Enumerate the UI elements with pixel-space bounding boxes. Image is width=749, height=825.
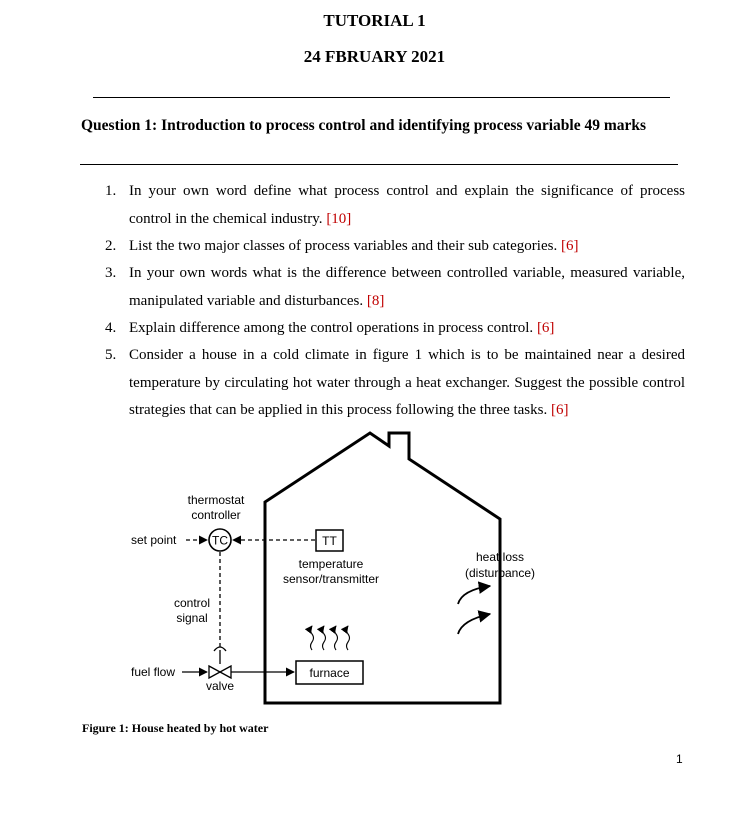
question-heading: Question 1: Introduction to process control and identifying process variable 49 marks xyxy=(81,117,647,134)
control-label: control xyxy=(173,596,211,610)
item-number: 4. xyxy=(105,320,117,336)
signal-label: signal xyxy=(176,611,208,625)
heat-arrows-icon xyxy=(311,626,350,650)
thermostat-label: thermostat xyxy=(187,493,245,507)
item-number: 1. xyxy=(105,183,117,199)
item-text: Explain difference among the control operations in process control. xyxy=(129,320,534,336)
controller-label: controller xyxy=(191,508,241,522)
valve-label: valve xyxy=(205,679,235,693)
heat-loss-label: heat loss xyxy=(475,550,525,564)
fuel-flow-label: fuel flow xyxy=(131,665,176,679)
valve-icon xyxy=(209,647,231,678)
tt-label: TT xyxy=(322,534,337,548)
item-marks: [10] xyxy=(326,210,352,227)
item-text: In your own word define what process control and explain the significance of process control in the chemical industry. xyxy=(129,183,685,227)
set-point-label: set point xyxy=(131,533,177,547)
item-text: Consider a house in a cold climate in figure 1 which is to be maintained near a desired temperature by circulating hot water through a heat exchanger. Suggest the possible control strategies that can be applied in this process following the three tasks. xyxy=(129,347,685,418)
sensor-label: sensor/transmitter xyxy=(282,572,380,586)
page-number: 1 xyxy=(676,752,683,766)
item-number: 2. xyxy=(105,238,117,254)
furnace-label: furnace xyxy=(309,666,350,680)
heat-loss-arrows-icon xyxy=(458,586,490,634)
date-heading: 24 FBRUARY 2021 xyxy=(303,47,446,66)
item-marks: [6] xyxy=(560,238,579,254)
temperature-label: temperature xyxy=(298,557,364,571)
item-marks: [6] xyxy=(536,320,555,336)
figure-caption: Figure 1: House heated by hot water xyxy=(82,721,269,735)
item-number: 5. xyxy=(105,347,117,363)
page-title: TUTORIAL 1 xyxy=(323,11,426,30)
item-number: 3. xyxy=(105,265,117,281)
item-text: List the two major classes of process variables and their sub categories. xyxy=(129,238,558,254)
item-text: In your own words what is the difference between controlled variable, measured variable, manipulated variable and disturbances. xyxy=(129,265,685,309)
tc-label: TC xyxy=(212,533,228,548)
disturbance-label: (disturbance) xyxy=(464,566,536,580)
item-marks: [6] xyxy=(550,402,569,418)
item-marks: [8] xyxy=(366,292,385,309)
